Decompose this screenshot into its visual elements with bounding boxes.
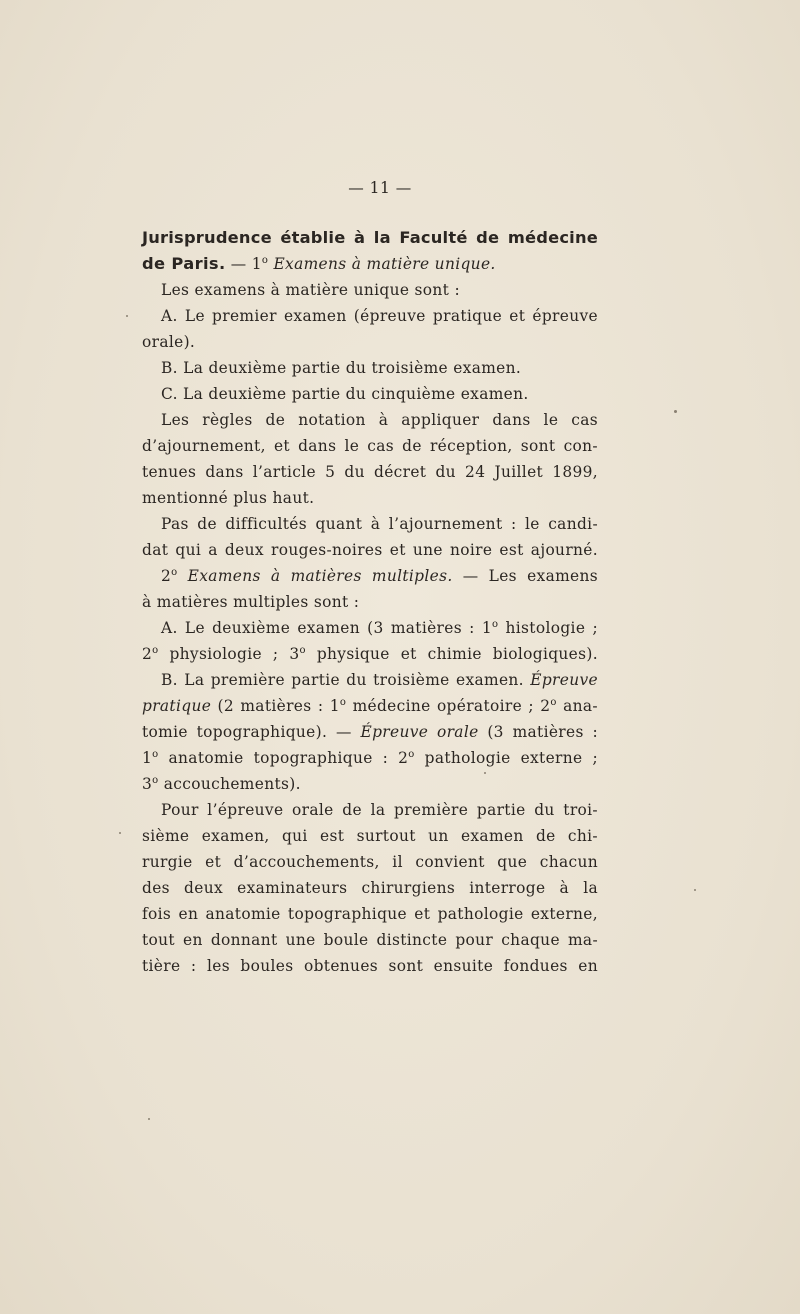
list-item-a-cont: 2$^o$ physiologie ; 3$^o$ physique et chimie biologiques).	[142, 645, 598, 663]
paper-speck	[148, 1118, 150, 1120]
paragraph-line: fois en anatomie topographique et pathologie externe,	[142, 905, 598, 923]
list-item-b-cont: 1$^o$ anatomie topographique : 2$^o$ pathologie externe ;	[142, 749, 598, 767]
list-item-a-cont: orale).	[142, 333, 196, 351]
subsection-title: 2$^o$ Examens à matières multiples. — Les examens	[161, 567, 599, 585]
list-item-a: A. Le deuxième examen (3 matières : 1$^o$ histologie ;	[161, 619, 598, 637]
paper-speck	[119, 832, 121, 834]
list-item-b-cont: pratique (2 matières : 1$^o$ médecine opératoire ; 2$^o$ ana-	[142, 697, 598, 715]
paragraph-line: rurgie et d’accouchements, il convient que chacun	[142, 853, 598, 871]
page-number: — 11 —	[348, 179, 412, 197]
paper-speck	[484, 772, 486, 774]
paragraph-line: tout en donnant une boule distincte pour chaque ma-	[142, 931, 598, 949]
paper-speck	[674, 410, 677, 413]
list-item-b: B. La deuxième partie du troisième examen.	[161, 359, 522, 377]
paragraph-line: à matières multiples sont :	[142, 593, 360, 611]
paragraph-line: Les règles de notation à appliquer dans le cas	[161, 411, 598, 429]
paragraph-line: mentionné plus haut.	[142, 489, 315, 507]
list-item-a: A. Le premier examen (épreuve pratique et épreuve	[161, 307, 598, 325]
paragraph-line: sième examen, qui est surtout un examen de chi-	[142, 827, 598, 845]
section-heading: Jurisprudence établie à la Faculté de médecine	[142, 228, 598, 247]
paragraph-line: tière : les boules obtenues sont ensuite fondues en	[142, 957, 598, 975]
paragraph-line: tenues dans l’article 5 du décret du 24 Juillet 1899,	[142, 463, 598, 481]
list-item-b-cont: 3$^o$ accouchements).	[142, 775, 301, 793]
paper-speck	[694, 889, 696, 891]
paragraph-line: d’ajournement, et dans le cas de réception, sont con-	[142, 437, 598, 455]
paragraph-line: Pas de difficultés quant à l’ajournement : le candi-	[161, 515, 598, 533]
heading-continuation: de Paris. — 1$^o$ Examens à matière unique.	[142, 254, 496, 273]
paragraph-line: Les examens à matière unique sont :	[161, 281, 460, 299]
paragraph-line: dat qui a deux rouges-noires et une noire est ajourné.	[142, 541, 598, 559]
paper-speck	[126, 315, 128, 317]
list-item-b-cont: tomie topographique). — Épreuve orale (3 matières :	[142, 723, 599, 741]
paragraph-line: Pour l’épreuve orale de la première partie du troi-	[161, 801, 598, 819]
list-item-b: B. La première partie du troisième examen. Épreuve	[161, 671, 598, 689]
paragraph-line: des deux examinateurs chirurgiens interroge à la	[142, 879, 598, 897]
list-item-c: C. La deuxième partie du cinquième examen.	[161, 385, 529, 403]
